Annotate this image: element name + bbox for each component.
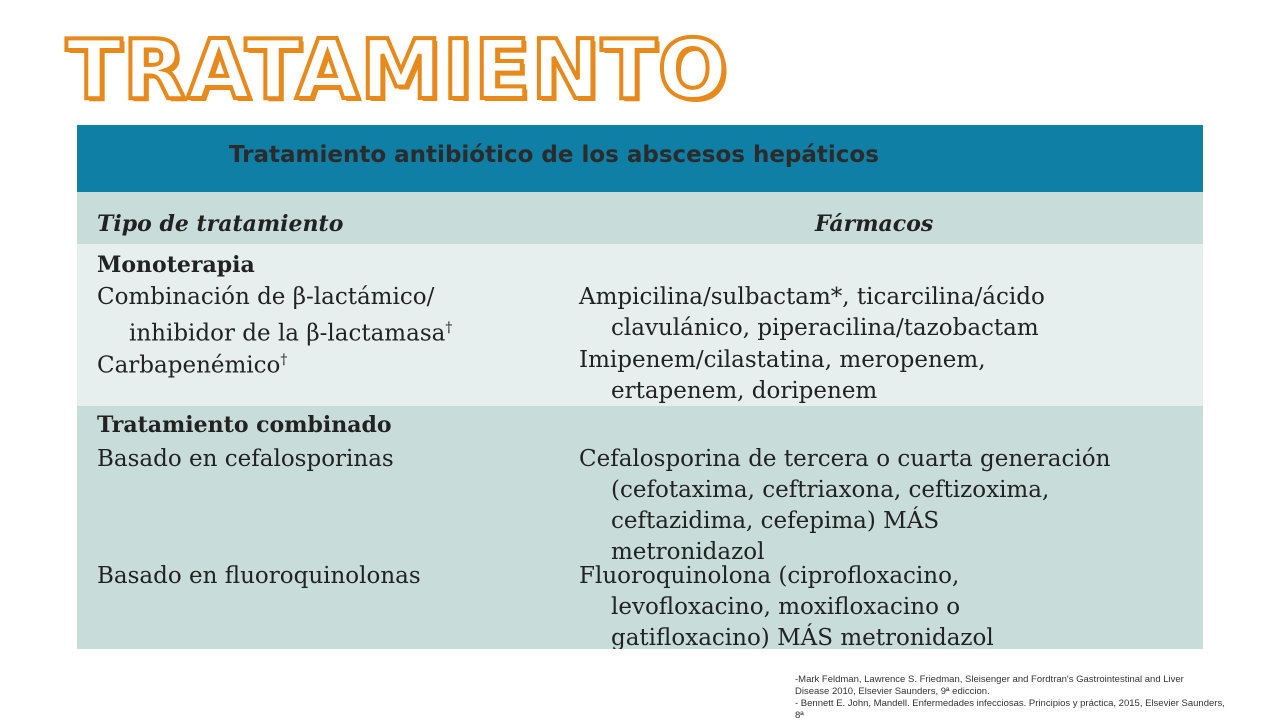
reference-line: - Bennett E. John, Mandell. Enfermedades infecciosas. Principios y práctica, 2015, Elsevier Saunders, bbox=[795, 698, 1225, 709]
section-monotherapy bbox=[77, 244, 1203, 406]
cell-line-text: inhibidor de la β-lactamasa bbox=[129, 320, 446, 347]
reference-line: 8ª bbox=[795, 710, 804, 721]
slide-title: TRATAMIENTO bbox=[66, 23, 729, 118]
drugs-cell bbox=[579, 282, 1045, 344]
drugs-cell bbox=[579, 561, 994, 649]
cell-line: Combinación de β-lactámico/ bbox=[97, 284, 435, 310]
cell-line: Ampicilina/sulbactam*, ticarcilina/ácido bbox=[579, 284, 1045, 310]
cell-line: Basado en fluoroquinolonas bbox=[97, 563, 421, 589]
footnote-mark: † bbox=[280, 352, 288, 368]
cell-line bbox=[97, 345, 287, 382]
table-title: Tratamiento antibiótico de los abscesos hepáticos bbox=[229, 142, 879, 168]
cell-line: Basado en cefalosporinas bbox=[97, 446, 394, 472]
antibiotic-table bbox=[77, 125, 1203, 649]
drugs-cell bbox=[579, 345, 986, 407]
cell-line: metronidazol bbox=[611, 539, 765, 565]
cell-line: levofloxacino, moxifloxacino o bbox=[611, 594, 961, 620]
cell-line: clavulánico, piperacilina/tazobactam bbox=[611, 315, 1039, 341]
cell-line: (cefotaxima, ceftriaxona, ceftizoxima, bbox=[611, 477, 1050, 503]
cell-line: Cefalosporina de tercera o cuarta generación bbox=[579, 446, 1111, 472]
cell-line: Imipenem/cilastatina, meropenem, bbox=[579, 347, 986, 373]
section-title: Monoterapia bbox=[97, 252, 255, 278]
cell-line: gatifloxacino) MÁS metronidazol bbox=[611, 625, 994, 649]
column-header-drugs: Fármacos bbox=[815, 211, 934, 237]
cell-line: ertapenem, doripenem bbox=[611, 378, 878, 404]
footnote-mark: † bbox=[445, 320, 453, 336]
treatment-type-cell bbox=[97, 444, 394, 475]
drugs-cell bbox=[579, 444, 1110, 568]
section-title: Tratamiento combinado bbox=[97, 412, 392, 438]
cell-line: Fluoroquinolona (ciprofloxacino, bbox=[579, 563, 960, 589]
cell-line: ceftazidima, cefepima) MÁS bbox=[611, 508, 940, 534]
reference-line: Disease 2010, Elsevier Saunders, 9ª ediccion. bbox=[795, 686, 990, 697]
bibliography-reference bbox=[795, 674, 1280, 722]
cell-line-text: Carbapenémico bbox=[97, 352, 281, 379]
table-header bbox=[77, 125, 1203, 192]
section-combined bbox=[77, 406, 1203, 649]
column-header-type: Tipo de tratamiento bbox=[97, 211, 344, 237]
reference-line: -Mark Feldman, Lawrence S. Friedman, Sleisenger and Fordtran's Gastrointestinal and Liver bbox=[795, 674, 1184, 685]
treatment-type-cell bbox=[97, 561, 421, 592]
treatment-type-cell bbox=[97, 345, 287, 382]
treatment-type-cell bbox=[97, 282, 452, 350]
